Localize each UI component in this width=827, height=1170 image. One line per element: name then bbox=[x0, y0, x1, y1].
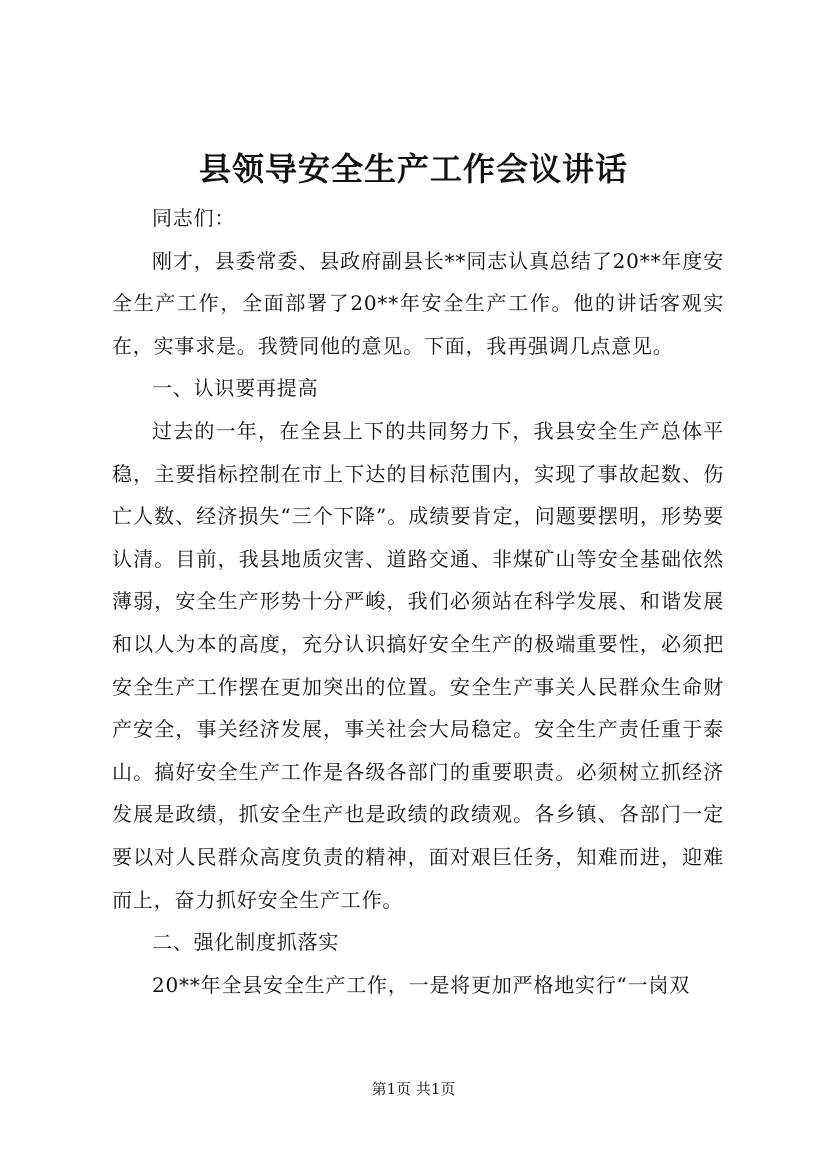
section-heading-2: 二、强化制度抓落实 bbox=[152, 930, 340, 955]
document-title: 县领导安全生产工作会议讲话 bbox=[198, 150, 628, 188]
section-1-paragraph: 过去的一年，在全县上下的共同努力下，我县安全生产总体平稳，主要指标控制在市上下达的目标范围内，实现了事故起数、伤亡人数、经济损失“三个下降”。成绩要肯定，问题要摆明，形势要认清。目前，我县地质灾害、道路交通、非煤矿山等安全基础依然薄弱，安全生产形势十分严峻，我们必须站在科学发展、和谐发展和以人为本的高度，充分认识搞好安全生产的极端重要性，必须把安全生产工作摆在更加突出的位置。安全生产事关人民群众生命财产安全，事关经济发展，事关社会大局稳定。安全生产责任重于泰山。搞好安全生产工作是各级各部门的重要职责。必须树立抓经济发展是政绩，抓安全生产也是政绩的政绩观。各乡镇、各部门一定要以对人民群众高度负责的精神，面对艰巨任务，知难而进，迎难而上，奋力抓好安全生产工作。 bbox=[112, 418, 724, 912]
section-2-paragraph: 20**年全县安全生产工作，一是将更加严格地实行“一岗双 bbox=[152, 972, 691, 997]
page-footer: 第1页 共1页 bbox=[371, 1080, 456, 1098]
salutation: 同志们： bbox=[152, 206, 236, 230]
document-body bbox=[112, 197, 724, 1006]
section-heading-1: 一、认识要再提高 bbox=[152, 376, 319, 401]
opening-paragraph: 刚才，县委常委、县政府副县长**同志认真总结了20**年度安全生产工作，全面部署了20**年安全生产工作。他的讲话客观实在，实事求是。我赞同他的意见。下面，我再强调几点意见。 bbox=[112, 248, 724, 358]
